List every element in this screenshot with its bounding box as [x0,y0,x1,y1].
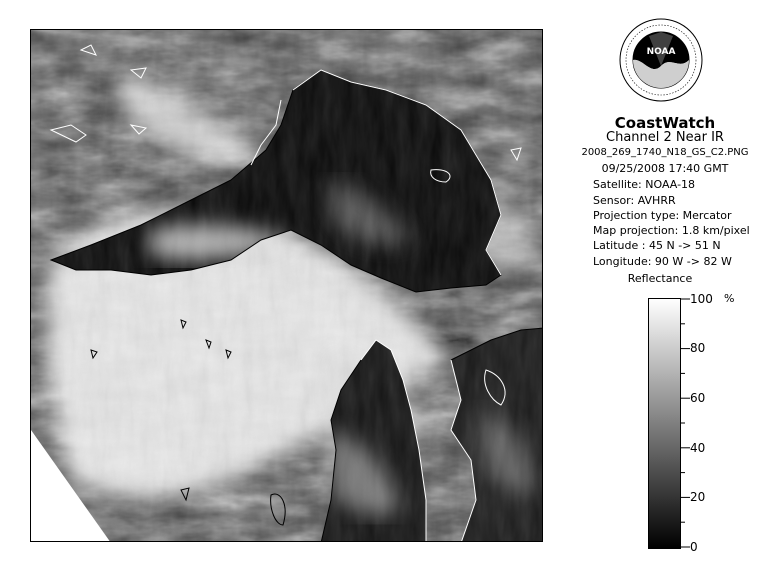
sensor-label: Sensor: AVHRR [593,194,676,207]
satellite-image [31,30,543,542]
datetime: 09/25/2008 17:40 GMT [601,162,729,175]
scale-unit: % [724,292,735,305]
filename: 2008_269_1740_N18_GS_C2.PNG [581,147,749,158]
tick-label: 80 [690,341,706,355]
tick-label: 40 [690,441,706,455]
tick-label: 0 [690,540,698,554]
logo-text: NOAA [646,47,676,57]
subtitle: Channel 2 Near IR [606,130,724,145]
scale-title: Reflectance [627,272,693,285]
tick-label: 60 [690,391,706,405]
noaa-logo-icon [619,18,703,102]
title: CoastWatch [614,114,716,132]
tick-label: 100 [690,292,713,306]
satellite-map [30,29,543,542]
colorbar-ticks [680,298,692,549]
tick-label: 20 [690,490,706,504]
latitude-label: Latitude : 45 N -> 51 N [593,239,721,252]
longitude-label: Longitude: 90 W -> 82 W [593,255,732,268]
satellite-label: Satellite: NOAA-18 [593,178,696,191]
reflectance-colorbar [648,298,681,549]
map-projection-label: Map projection: 1.8 km/pixel [593,224,750,237]
projection-type-label: Projection type: Mercator [593,209,732,222]
